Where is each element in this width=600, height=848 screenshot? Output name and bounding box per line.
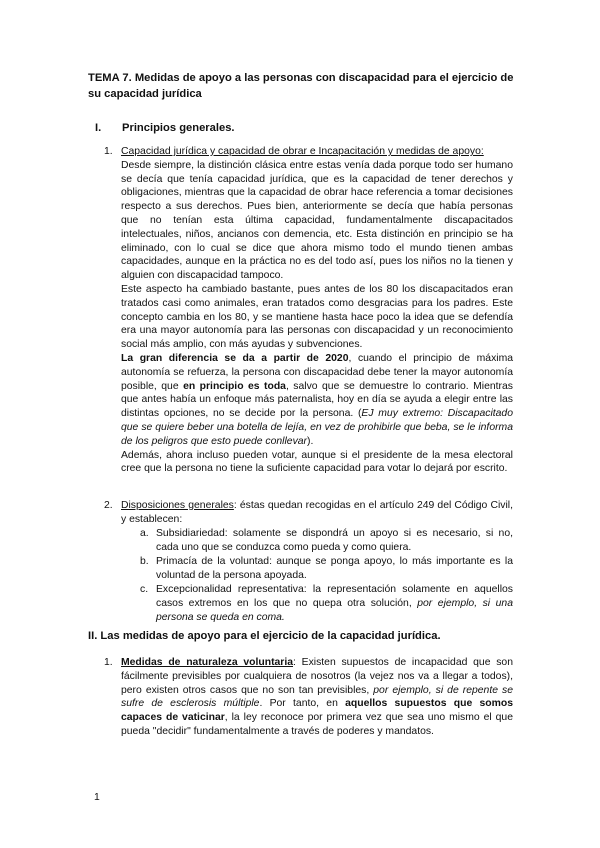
subitem-a-text: Subsidiariedad: solamente se dispondrá un apoyo si es necesario, si no, cada uno que se conduzca como pueda y como quiera.	[156, 528, 513, 553]
section-1-heading	[95, 121, 235, 136]
p3-text-1: , cuando el principio de máxima autonomía se refuerza, la persona con discapacidad debe tener la mayor autonomía posible, que	[121, 352, 514, 392]
item-1-paragraph-3	[121, 352, 513, 449]
section-2-heading: II. Las medidas de apoyo para el ejercicio de la capacidad jurídica.	[88, 630, 441, 642]
subitem-b-text: Primacía de la voluntad: aunque se ponga apoyo, lo más importante es la voluntad de la persona apoyada.	[156, 556, 513, 581]
subitem-c-text: Excepcionalidad representativa: la representación solamente en aquellos casos extremos en los que no quepa otra solución,	[156, 584, 513, 609]
item-1-heading: Capacidad jurídica y capacidad de obrar e Incapacitación y medidas de apoyo:	[121, 146, 484, 157]
item-2-intro	[121, 499, 513, 527]
subitem-c-italic: por ejemplo, si una persona se queda en coma.	[156, 597, 513, 623]
subitem-a-letter: a.	[140, 528, 149, 539]
item-1-paragraph-2: Este aspecto ha cambiado bastante, pues antes de los 80 los discapacitados eran tratados casi como animales, eran tratados como desgracias para los padres. Este concepto cambia en los 80, y se mantiene hasta hace poco la idea que se defendía era una mayor autonomía para las personas con discapacidad y un reconocimiento social más amplio, con más ayudas y subvenciones.	[121, 283, 513, 351]
section-1-number: I.	[95, 122, 102, 134]
p3-text-2: , salvo que se demuestre lo contrario. Mientras que antes había un enfoque más paternalista, hoy en día se ayuda a elegir entre las distintas opciones, no se decide por la persona. (	[121, 380, 513, 420]
p3-bold-1: La gran diferencia se da a partir de 2020	[121, 352, 349, 364]
item-2-number: 2.	[104, 500, 113, 511]
subitem-c	[140, 583, 513, 624]
section-2-item-1-heading: Medidas de naturaleza voluntaria	[121, 657, 294, 668]
item-2-intro-text: : éstas quedan recogidas en el artículo 249 del Código Civil, y establecen:	[121, 500, 513, 525]
s2-bold-1: aquellos supuestos que somos capaces de vaticinar	[121, 698, 513, 724]
subitem-b-letter: b.	[140, 556, 149, 567]
subitem-b	[140, 555, 513, 583]
subitem-c-letter: c.	[140, 584, 149, 595]
section-2-item-1-block	[121, 656, 513, 739]
subitem-a	[140, 527, 513, 555]
section-1-title: Principios generales.	[122, 122, 235, 134]
item-2-heading: Disposiciones generales	[121, 500, 234, 511]
item-1-paragraph-4: Además, ahora incluso pueden votar, aunque si el presidente de la mesa electoral cree que la persona no tiene la suficiente capacidad para votar lo dejará por escrito.	[121, 449, 513, 475]
item-1-paragraph-1: Desde siempre, la distinción clásica entre estas venía dada porque todo ser humano se decía que tenía capacidad jurídica, que es la capacidad de tener derechos y obligaciones, mientras que la capacidad de obrar hace referencia a tomar decisiones respecto a sus derechos. Pues bien, anteriormente se decía que había personas que no tenían esta última capacidad, fundamentalmente discapacitados intelectuales, niños, ancianos con demencia, etc. Esta distinción en principio se ha eliminado, con lo cual se dice que ahora mismo todo el mundo tienen ambas capacidades, aunque en la práctica no es del todo así, pues los niños no la tienen y alguien con discapacidad tampoco.	[121, 159, 513, 282]
document-title: TEMA 7. Medidas de apoyo a las personas con discapacidad para el ejercicio de su capacidad jurídica	[88, 72, 514, 100]
s2-italic-1: por ejemplo, si de repente se sufre de esclerosis múltiple	[121, 684, 513, 710]
item-1-number: 1.	[104, 146, 113, 157]
s2-text-3: , la ley reconoce por primera vez que sea uno mismo el que pueda "decidir" fundamentalmente a través de poderes y mandatos.	[121, 712, 513, 737]
p3-italic-example: EJ muy extremo: Discapacitado que se quiere beber una botella de lejía, en vez de prohibirle que beba, se le informa de los peligros que esto puede conllevar	[121, 408, 513, 447]
p3-bold-2: en principio es toda	[183, 380, 286, 392]
s2-text-2: . Por tanto, en	[259, 698, 346, 710]
item-1-block	[121, 145, 513, 476]
page-number: 1	[94, 792, 100, 803]
s2-text-1: : Existen supuestos de incapacidad que son fácilmente previsibles por cualquiera de nosotros (la vejez nos va a llegar a todos), pero existen otros casos que no son tan previsibles,	[121, 657, 513, 696]
section-2-item-1-number: 1.	[104, 657, 113, 668]
p3-text-3: ).	[307, 435, 314, 447]
